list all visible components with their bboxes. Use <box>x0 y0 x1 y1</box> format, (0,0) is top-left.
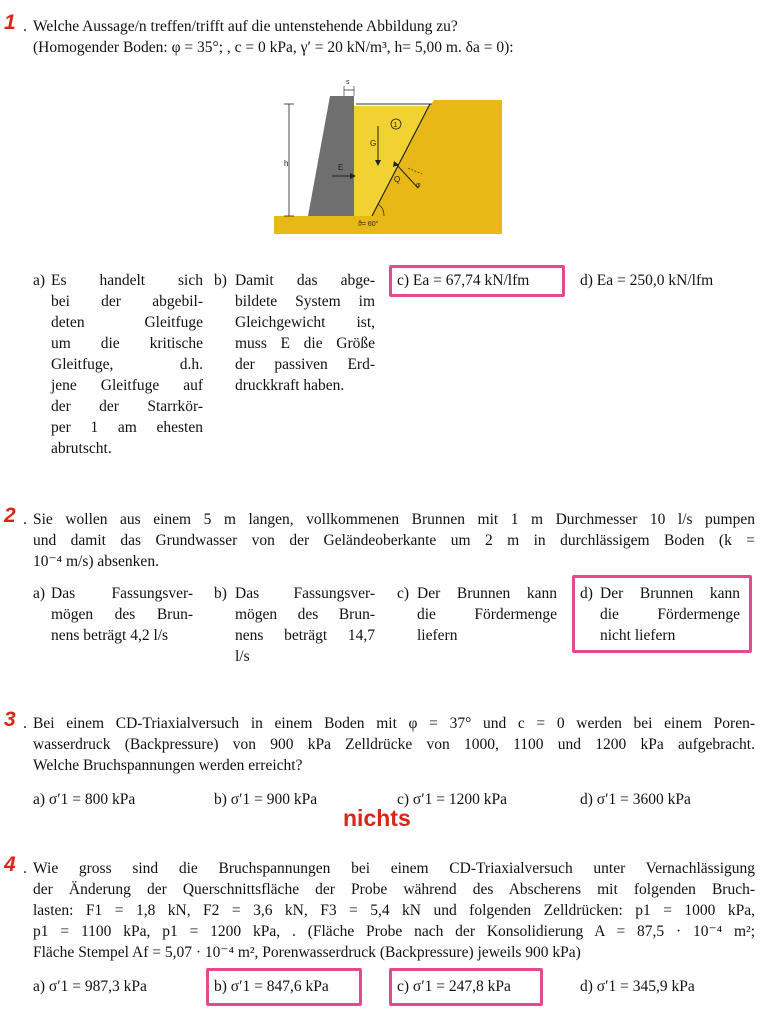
answer-line: der der Starrkör- <box>51 398 203 415</box>
question-number-2: 2 <box>4 504 16 527</box>
answer-line: muss E die Größe <box>235 335 375 352</box>
question-4-text <box>33 858 755 963</box>
answer-line: nicht liefern <box>600 627 676 644</box>
answer-line: jene Gleitfuge auf <box>51 377 203 394</box>
highlight-box-q2-d <box>572 575 752 653</box>
question-4-line-2: der Änderung der Querschnittsfläche der Probe während des Abscherens mit folgenden Bruch- <box>33 881 755 898</box>
answer-letter: c) <box>397 791 410 808</box>
answer-letter: a) <box>33 978 46 995</box>
answer-line: Das Fassungsver- <box>51 585 193 602</box>
answer-line: Das Fassungsver- <box>235 585 375 602</box>
question-1-line-1: Welche Aussage/n treffen/trifft auf die untenstehende Abbildung zu? <box>33 18 458 35</box>
answer-line: mögen des Brun- <box>51 606 193 623</box>
q4-answer-d[interactable] <box>580 976 750 997</box>
question-3-text <box>33 713 755 776</box>
answer-line: Gleitfuge, d.h. <box>51 356 203 373</box>
label-s: s <box>346 79 350 86</box>
answer-line: bei der abgebil- <box>51 293 203 310</box>
answer-line: bildete System im <box>235 293 375 310</box>
answer-letter: b) <box>214 585 227 602</box>
question-4-line-4: p1 = 1100 kPa, p1 = 1200 kPa, . (Fläche Probe nach der Konsolidierung A = 87,5 · 10⁻⁴ m²; <box>33 923 755 940</box>
label-body-1: 1 <box>393 122 398 129</box>
number-dot: . <box>23 511 27 528</box>
q3-answer-a[interactable] <box>33 789 203 810</box>
retaining-wall-figure <box>272 76 504 236</box>
question-2-line-2: und damit das Grundwasser von der Geländeoberkante um 2 m in durchlässigem Boden (k = <box>33 532 755 549</box>
retaining-wall <box>308 96 354 216</box>
highlight-box-q4-b <box>206 968 362 1006</box>
number-dot: . <box>23 18 27 35</box>
q3-answer-c[interactable] <box>397 789 567 810</box>
handwritten-annotation-nichts: nichts <box>343 805 411 831</box>
label-Q: Q <box>394 175 401 184</box>
question-3-line-3: Welche Bruchspannungen werden erreicht? <box>33 757 303 774</box>
answer-line: Damit das abge- <box>235 272 375 289</box>
answer-letter: d) <box>580 272 593 289</box>
question-1-text <box>33 16 755 58</box>
answer-line: druckkraft haben. <box>235 377 345 394</box>
question-4-line-3: lasten: F1 = 1,8 kN, F2 = 3,6 kN, F3 = 5,4 kN und folgenden Zelldrücken: p1 = 1000 kPa, <box>33 902 755 919</box>
question-2-line-3: 10⁻⁴ m/s) absenken. <box>33 553 159 570</box>
answer-letter: a) <box>33 272 46 289</box>
q3-answer-d[interactable] <box>580 789 750 810</box>
answer-value: σ′1 = 1200 kPa <box>412 791 508 808</box>
answer-letter: c) <box>397 272 410 289</box>
question-number-4: 4 <box>4 853 16 876</box>
question-number-3: 3 <box>4 708 16 731</box>
answer-line: die Fördermenge <box>417 606 557 623</box>
answer-letter: a) <box>33 585 46 602</box>
answer-line: um die kritische <box>51 335 203 352</box>
answer-line: nens beträgt 4,2 l/s <box>51 627 169 644</box>
answer-letter: d) <box>580 791 593 808</box>
q1-answer-d[interactable] <box>580 270 760 291</box>
question-4-line-5: Fläche Stempel Af = 5,07 · 10⁻⁴ m², Porenwasserdruck (Backpressure) jeweils 900 kPa) <box>33 944 581 961</box>
answer-line: l/s <box>235 648 250 665</box>
answer-letter: b) <box>214 978 227 995</box>
answer-line: mögen des Brun- <box>235 606 375 623</box>
answer-letter: c) <box>397 585 410 602</box>
number-dot: . <box>23 715 27 732</box>
question-2-line-1: Sie wollen aus einem 5 m langen, vollkommenen Brunnen mit 1 m Durchmesser 10 l/s pumpen <box>33 511 755 528</box>
answer-line: nens beträgt 14,7 <box>235 627 375 644</box>
answer-letter: b) <box>214 791 227 808</box>
answer-letter: a) <box>33 791 46 808</box>
label-phi: φ <box>416 182 421 189</box>
answer-line: Es handelt sich <box>51 272 203 289</box>
label-h: h <box>284 159 289 168</box>
answer-value: Ea = 67,74 kN/lfm <box>412 272 530 289</box>
answer-line: liefern <box>417 627 458 644</box>
answer-line: Gleichgewicht ist, <box>235 314 375 331</box>
answer-value: σ′1 = 800 kPa <box>48 791 136 808</box>
highlight-box-q1-c <box>389 265 565 297</box>
question-3-line-1: Bei einem CD-Triaxialversuch in einem Boden mit φ = 37° und c = 0 werden bei einem Poren- <box>33 715 755 732</box>
answer-value: Ea = 250,0 kN/lfm <box>596 272 714 289</box>
question-1-line-2: (Homogender Boden: φ = 35°; , c = 0 kPa, γ′ = 20 kN/m³, h= 5,00 m. δa = 0): <box>33 39 514 56</box>
q4-answer-a[interactable] <box>33 976 203 997</box>
answer-value: σ′1 = 345,9 kPa <box>596 978 695 995</box>
answer-letter: d) <box>580 978 593 995</box>
answer-value: σ′1 = 3600 kPa <box>596 791 691 808</box>
question-3-line-2: wasserdruck (Backpressure) von 900 kPa Zelldrücke von 1000, 1100 und 1200 kPa aufgebracht. <box>33 736 755 753</box>
question-2-text <box>33 509 755 572</box>
label-theta: ϑ= 60° <box>358 221 379 228</box>
answer-letter: c) <box>397 978 410 995</box>
label-G: G <box>370 139 377 148</box>
highlight-box-q4-c <box>389 968 543 1006</box>
label-E: E <box>338 163 344 172</box>
answer-line: deten Gleitfuge <box>51 314 203 331</box>
answer-line: der passiven Erd- <box>235 356 375 373</box>
question-4-line-1: Wie gross sind die Bruchspannungen bei einem CD-Triaxialversuch unter Vernachlässigung <box>33 860 755 877</box>
answer-line: abrutscht. <box>51 440 112 457</box>
answer-line: Der Brunnen kann <box>600 585 740 602</box>
answer-letter: b) <box>214 272 227 289</box>
answer-value: σ′1 = 900 kPa <box>230 791 318 808</box>
answer-value: σ′1 = 847,6 kPa <box>230 978 329 995</box>
answer-line: die Fördermenge <box>600 606 740 623</box>
answer-line: Der Brunnen kann <box>417 585 557 602</box>
answer-line: per 1 am ehesten <box>51 419 203 436</box>
answer-value: σ′1 = 247,8 kPa <box>412 978 511 995</box>
answer-letter: d) <box>580 585 593 602</box>
answer-value: σ′1 = 987,3 kPa <box>48 978 147 995</box>
question-number-1: 1 <box>4 11 16 34</box>
ground-layer <box>274 216 502 234</box>
number-dot: . <box>23 860 27 877</box>
